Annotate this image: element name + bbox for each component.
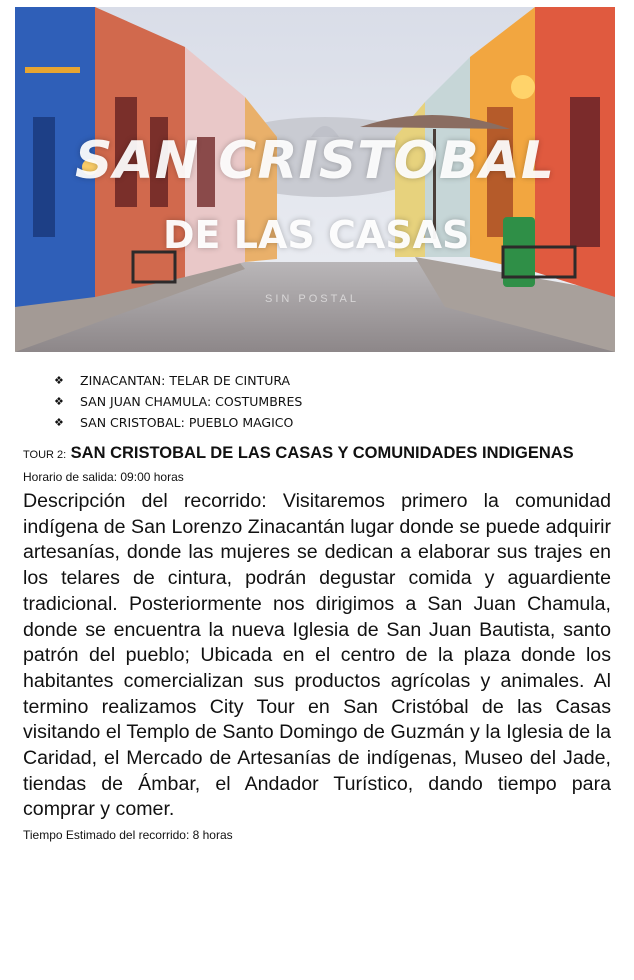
watermark-text: SIN POSTAL	[265, 293, 359, 305]
list-item	[54, 412, 302, 433]
tour-header	[23, 444, 574, 463]
highlights-list	[54, 370, 302, 433]
list-item-text: ZINACANTAN: TELAR DE CINTURA	[80, 373, 291, 388]
tour-duration: Tiempo Estimado del recorrido: 8 horas	[23, 828, 233, 842]
departure-schedule: Horario de salida: 09:00 horas	[23, 470, 184, 484]
hero-title-line1: SAN CRISTOBAL	[74, 131, 555, 191]
list-item-text: SAN CRISTOBAL: PUEBLO MAGICO	[80, 415, 294, 430]
diamond-bullet-icon: ❖	[54, 395, 64, 408]
hero-title-line2: DE LAS CASAS	[163, 213, 470, 257]
list-item-text: SAN JUAN CHAMULA: COSTUMBRES	[80, 394, 303, 409]
tour-title: SAN CRISTOBAL DE LAS CASAS Y COMUNIDADES INDIGENAS	[70, 444, 574, 462]
diamond-bullet-icon: ❖	[54, 374, 64, 387]
hero-image	[15, 7, 615, 352]
tour-description: Descripción del recorrido: Visitaremos primero la comunidad indígena de San Lorenzo Zinacantán lugar donde se puede adquirir artesanías, donde las mujeres se dedican a elaborar sus trajes en los telares de cintura, podrán degustar comida y aguardiente tradicional. Posteriormente nos dirigimos a San Juan Chamula, donde se encuentra la nueva Iglesia de San Juan Bautista, santo patrón del pueblo; Ubicada en el centro de la plaza donde los habitantes comercializan sus productos agrícolas y animales. Al termino realizamos City Tour en San Cristóbal de las Casas visitando el Templo de Santo Domingo de Guzmán y la Iglesia de la Caridad, el Mercado de Artesanías de indígenas, Museo del Jade, tiendas de Ámbar, el Andador Turístico, dando tiempo para comprar y comer.	[23, 490, 611, 821]
diamond-bullet-icon: ❖	[54, 416, 64, 429]
list-item	[54, 370, 302, 391]
list-item	[54, 391, 302, 412]
tour-label: TOUR 2:	[23, 449, 67, 461]
